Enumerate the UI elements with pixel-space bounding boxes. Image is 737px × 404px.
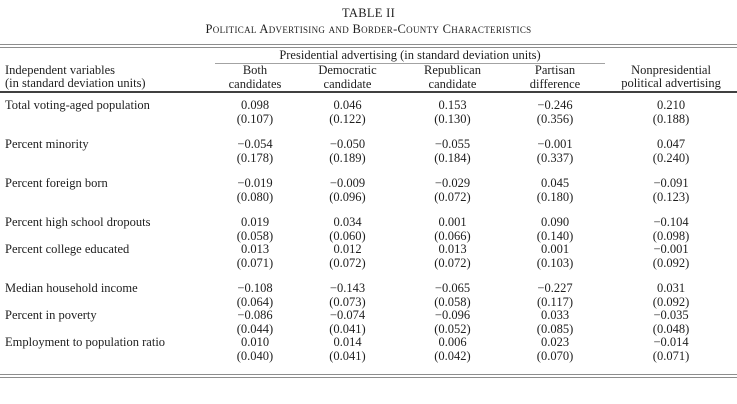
table-title: TABLE II <box>341 6 396 20</box>
cell-partisan-difference <box>505 165 605 204</box>
cell-democratic-candidate <box>295 243 400 270</box>
standard-error-value: (0.048) <box>652 321 690 336</box>
standard-error-value: (0.071) <box>236 255 274 270</box>
standard-error-value: (0.356) <box>536 111 574 126</box>
column-header-line1: Democratic <box>318 63 377 77</box>
standard-error-value: (0.188) <box>652 111 690 126</box>
column-header-democratic-candidate <box>295 64 400 93</box>
coefficient-value: 0.090 <box>540 215 570 229</box>
statistics-table <box>0 48 737 368</box>
coefficient-value: −0.029 <box>434 176 471 190</box>
row-label: Percent in poverty <box>5 308 97 322</box>
cell-nonpresidential-advertising <box>605 243 737 270</box>
standard-error-value: (0.060) <box>329 228 366 243</box>
column-header-both-candidates <box>215 64 295 93</box>
cell-republican-candidate <box>400 126 505 165</box>
cell-democratic-candidate <box>295 309 400 336</box>
cell-both-candidates <box>215 270 295 309</box>
table-row <box>0 92 737 126</box>
coefficient-value: −0.096 <box>434 308 471 322</box>
column-header-line1: Partisan <box>534 63 576 77</box>
standard-error-value: (0.184) <box>434 150 471 165</box>
column-header-line2: difference <box>529 76 581 91</box>
standard-error-value: (0.337) <box>536 150 574 165</box>
standard-error-value: (0.122) <box>329 111 366 126</box>
column-header-line1: Nonpresidential <box>631 62 711 77</box>
standard-error-value: (0.140) <box>536 228 574 243</box>
standard-error-value: (0.092) <box>652 255 690 270</box>
cell-democratic-candidate <box>295 126 400 165</box>
cell-partisan-difference <box>505 336 605 368</box>
cell-partisan-difference <box>505 270 605 309</box>
coefficient-value: −0.246 <box>537 98 573 112</box>
coefficient-value: 0.033 <box>540 308 570 322</box>
row-label: Employment to population ratio <box>5 335 166 349</box>
standard-error-value: (0.189) <box>329 150 366 165</box>
bottom-double-rule <box>0 374 737 378</box>
cell-republican-candidate <box>400 309 505 336</box>
coefficient-value: 0.001 <box>540 242 570 256</box>
column-header-republican-candidate <box>400 64 505 93</box>
table-row <box>0 243 737 270</box>
coefficient-value: 0.019 <box>240 215 270 229</box>
coefficient-value: 0.012 <box>333 242 362 256</box>
coefficient-value: 0.153 <box>438 98 467 112</box>
table-row <box>0 336 737 368</box>
standard-error-value: (0.117) <box>537 294 574 309</box>
standard-error-value: (0.064) <box>236 294 274 309</box>
coefficient-value: 0.034 <box>333 215 362 229</box>
standard-error-value: (0.041) <box>329 348 366 363</box>
coefficient-value: −0.050 <box>329 137 366 151</box>
row-label: Percent foreign born <box>5 176 108 190</box>
standard-error-value: (0.080) <box>236 189 274 204</box>
standard-error-value: (0.107) <box>236 111 274 126</box>
coefficient-value: −0.108 <box>237 281 273 295</box>
coefficient-value: −0.104 <box>653 215 689 229</box>
cell-both-candidates <box>215 309 295 336</box>
column-header-partisan-difference <box>505 64 605 93</box>
stub-header-line2: (in standard deviation units) <box>5 76 146 90</box>
coefficient-value: −0.014 <box>653 335 689 349</box>
cell-republican-candidate <box>400 336 505 368</box>
coefficient-value: 0.001 <box>438 215 467 229</box>
row-label: Median household income <box>5 281 138 295</box>
coefficient-value: 0.010 <box>240 335 270 349</box>
cell-republican-candidate <box>400 204 505 243</box>
cell-both-candidates <box>215 336 295 368</box>
cell-partisan-difference <box>505 204 605 243</box>
standard-error-value: (0.042) <box>434 348 471 363</box>
column-header-line2: candidates <box>228 76 282 91</box>
cell-republican-candidate <box>400 92 505 126</box>
coefficient-value: −0.009 <box>329 176 366 190</box>
coefficient-value: 0.098 <box>240 98 270 112</box>
standard-error-value: (0.130) <box>434 111 471 126</box>
stub-header-line1: Independent variables <box>5 62 116 77</box>
coefficient-value: 0.014 <box>333 335 362 349</box>
table-subtitle: Political Advertising and Border-County Characteristics <box>205 22 532 36</box>
cell-partisan-difference <box>505 243 605 270</box>
table-row <box>0 204 737 243</box>
cell-nonpresidential-advertising <box>605 336 737 368</box>
coefficient-value: 0.013 <box>438 242 467 256</box>
cell-democratic-candidate <box>295 165 400 204</box>
coefficient-value: 0.047 <box>656 137 686 151</box>
standard-error-value: (0.092) <box>652 294 690 309</box>
stub-header <box>0 64 215 93</box>
coefficient-value: −0.074 <box>329 308 366 322</box>
cell-both-candidates <box>215 243 295 270</box>
row-label: Percent college educated <box>5 242 130 256</box>
standard-error-value: (0.072) <box>434 255 471 270</box>
coefficient-value: −0.019 <box>237 176 273 190</box>
spanner-row <box>0 48 737 64</box>
row-label: Percent minority <box>5 137 89 151</box>
standard-error-value: (0.044) <box>236 321 274 336</box>
table-row <box>0 270 737 309</box>
coefficient-value: −0.001 <box>653 242 689 256</box>
standard-error-value: (0.072) <box>329 255 366 270</box>
standard-error-value: (0.085) <box>536 321 574 336</box>
coefficient-value: −0.227 <box>537 281 573 295</box>
cell-democratic-candidate <box>295 336 400 368</box>
cell-nonpresidential-advertising <box>605 309 737 336</box>
coefficient-value: −0.065 <box>434 281 471 295</box>
cell-republican-candidate <box>400 165 505 204</box>
coefficient-value: −0.054 <box>237 137 273 151</box>
standard-error-value: (0.071) <box>652 348 690 363</box>
column-header-line1: Republican <box>424 63 481 77</box>
cell-partisan-difference <box>505 92 605 126</box>
standard-error-value: (0.096) <box>329 189 366 204</box>
spanner-gap-right <box>605 48 737 64</box>
standard-error-value: (0.103) <box>536 255 574 270</box>
spanner-gap-left <box>0 48 215 64</box>
column-header-line1: Both <box>242 63 268 77</box>
cell-republican-candidate <box>400 270 505 309</box>
cell-republican-candidate <box>400 243 505 270</box>
cell-nonpresidential-advertising <box>605 270 737 309</box>
column-header-row <box>0 64 737 93</box>
cell-democratic-candidate <box>295 270 400 309</box>
coefficient-value: −0.143 <box>329 281 366 295</box>
standard-error-value: (0.066) <box>434 228 471 243</box>
table-row <box>0 165 737 204</box>
cell-nonpresidential-advertising <box>605 92 737 126</box>
coefficient-value: −0.055 <box>434 137 471 151</box>
standard-error-value: (0.098) <box>652 228 690 243</box>
cell-nonpresidential-advertising <box>605 165 737 204</box>
coefficient-value: −0.086 <box>237 308 273 322</box>
coefficient-value: 0.013 <box>240 242 270 256</box>
row-label: Percent high school dropouts <box>5 215 151 229</box>
column-header-line2: candidate <box>323 76 372 91</box>
standard-error-value: (0.123) <box>652 189 690 204</box>
cell-both-candidates <box>215 165 295 204</box>
coefficient-value: −0.091 <box>653 176 689 190</box>
standard-error-value: (0.070) <box>536 348 574 363</box>
standard-error-value: (0.041) <box>329 321 366 336</box>
standard-error-value: (0.073) <box>329 294 366 309</box>
coefficient-value: 0.006 <box>438 335 467 349</box>
standard-error-value: (0.240) <box>652 150 690 165</box>
coefficient-value: 0.046 <box>333 98 362 112</box>
column-header-line2: political advertising <box>621 76 721 90</box>
cell-partisan-difference <box>505 126 605 165</box>
coefficient-value: −0.035 <box>653 308 689 322</box>
cell-partisan-difference <box>505 309 605 336</box>
column-header-line2: candidate <box>428 76 477 91</box>
coefficient-value: 0.045 <box>540 176 570 190</box>
cell-both-candidates <box>215 126 295 165</box>
coefficient-value: 0.031 <box>656 281 686 295</box>
cell-both-candidates <box>215 92 295 126</box>
cell-democratic-candidate <box>295 92 400 126</box>
cell-democratic-candidate <box>295 204 400 243</box>
standard-error-value: (0.058) <box>434 294 471 309</box>
column-header-nonpresidential-advertising <box>605 64 737 93</box>
cell-both-candidates <box>215 204 295 243</box>
row-label: Total voting-aged population <box>5 98 150 112</box>
coefficient-value: −0.001 <box>537 137 573 151</box>
standard-error-value: (0.058) <box>236 228 274 243</box>
standard-error-value: (0.180) <box>536 189 574 204</box>
table-row <box>0 126 737 165</box>
standard-error-value: (0.040) <box>236 348 274 363</box>
standard-error-value: (0.052) <box>434 321 471 336</box>
standard-error-value: (0.178) <box>236 150 274 165</box>
coefficient-value: 0.210 <box>656 98 686 112</box>
coefficient-value: 0.023 <box>540 335 570 349</box>
table-row <box>0 309 737 336</box>
cell-nonpresidential-advertising <box>605 204 737 243</box>
table-body <box>0 92 737 368</box>
standard-error-value: (0.072) <box>434 189 471 204</box>
spanner-header: Presidential advertising (in standard deviation units) <box>215 48 605 64</box>
cell-nonpresidential-advertising <box>605 126 737 165</box>
